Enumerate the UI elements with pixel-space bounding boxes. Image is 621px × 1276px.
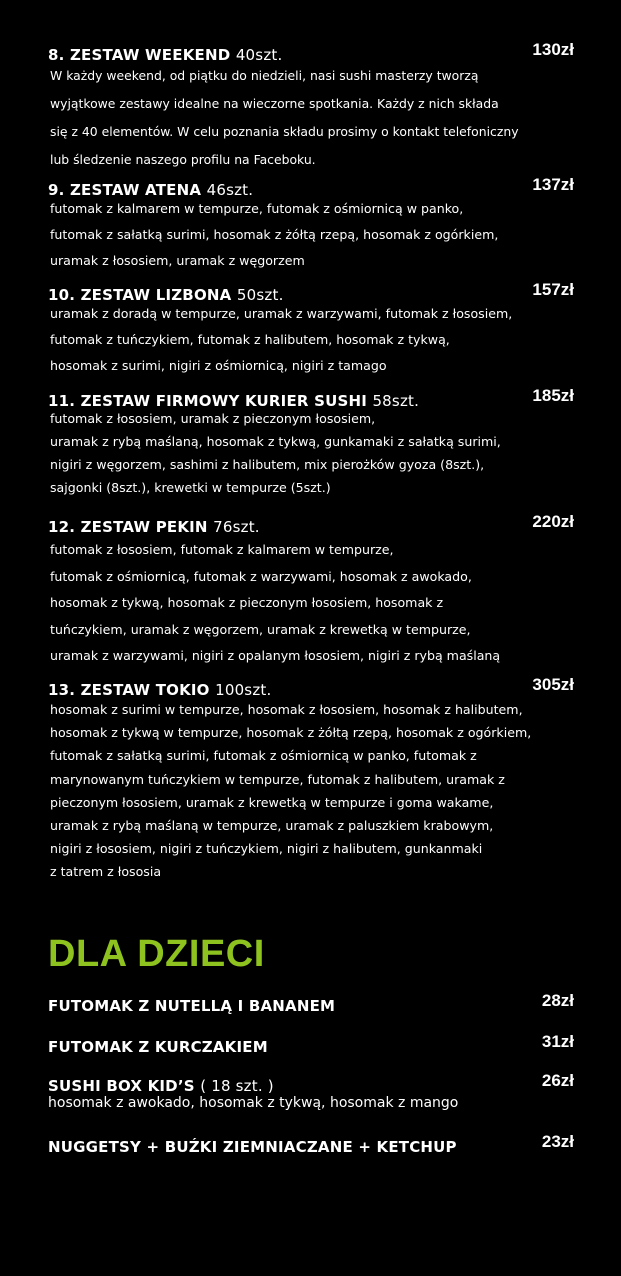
description-line: uramak z warzywami, nigiri z opalanym łososiem, nigiri z rybą maślaną (50, 648, 501, 663)
set-pieces: 76szt. (213, 518, 260, 536)
description-line: hosomak z surimi w tempurze, hosomak z łososiem, hosomak z halibutem, (50, 702, 523, 717)
kids-item-nuggets (48, 1132, 574, 1156)
set-title: 12. ZESTAW PEKIN 76szt. (48, 518, 260, 536)
description-line: uramak z doradą w tempurze, uramak z warzywami, futomak z łososiem, (50, 306, 513, 321)
set-price: 185zł (532, 386, 574, 405)
description-line: hosomak z surimi, nigiri z ośmiornicą, nigiri z tamago (50, 358, 387, 373)
item-price: 23zł (541, 1132, 574, 1151)
kids-item-chicken (48, 1032, 574, 1056)
item-price: 28zł (541, 991, 574, 1010)
menu-set-atena (48, 175, 574, 274)
description-line: nigiri z węgorzem, sashimi z halibutem, mix pierożków gyoza (8szt.), (50, 457, 485, 472)
set-title: 11. ZESTAW FIRMOWY KURIER SUSHI 58szt. (48, 392, 420, 410)
item-title: FUTOMAK Z NUTELLĄ I BANANEM (48, 997, 336, 1015)
kids-item-sushi-box (48, 1071, 574, 1111)
set-price: 220zł (532, 512, 574, 531)
description-line: futomak z sałatką surimi, futomak z ośmiornicą w panko, futomak z (50, 748, 477, 764)
item-title: NUGGETSY + BUŹKI ZIEMNIACZANE + KETCHUP (48, 1138, 457, 1156)
description-line: sajgonki (8szt.), krewetki w tempurze (5szt.) (50, 480, 331, 495)
set-title: 8. ZESTAW WEEKEND 40szt. (48, 46, 283, 64)
set-pieces: 40szt. (235, 46, 283, 64)
menu-set-tokio (48, 675, 574, 884)
description-line: futomak z ośmiornicą, futomak z warzywami, hosomak z awokado, (50, 568, 472, 584)
kids-item-nutella (48, 991, 574, 1015)
set-pieces: 58szt. (372, 392, 420, 410)
menu-set-lizbona (48, 280, 574, 379)
set-pieces: 100szt. (215, 681, 272, 699)
item-price: 26zł (541, 1071, 574, 1090)
description-line: uramak z łososiem, uramak z węgorzem (50, 253, 305, 268)
description-line: futomak z tuńczykiem, futomak z halibutem, hosomak z tykwą, (50, 332, 450, 347)
description-line: się z 40 elementów. W celu poznania składu prosimy o kontakt telefoniczny (50, 124, 519, 139)
item-pieces: ( 18 szt. ) (200, 1077, 274, 1095)
description-line: hosomak z tykwą, hosomak z pieczonym łososiem, hosomak z (50, 595, 444, 610)
set-title: 9. ZESTAW ATENA 46szt. (48, 181, 254, 199)
set-description (50, 62, 574, 174)
description-line: wyjątkowe zestawy idealne na wieczorne spotkania. Każdy z nich składa (50, 96, 499, 111)
description-line: lub śledzenie naszego profilu na Faceboku. (50, 152, 316, 167)
item-title: FUTOMAK Z KURCZAKIEM (48, 1038, 268, 1056)
set-price: 137zł (532, 175, 574, 194)
description-line: z tatrem z łososia (50, 864, 162, 880)
section-title-kids: DLA DZIECI (48, 933, 265, 975)
item-description: hosomak z awokado, hosomak z tykwą, hosomak z mango (48, 1095, 459, 1111)
set-description (50, 407, 574, 499)
description-line: marynowanym tuńczykiem w tempurze, futomak z halibutem, uramak z (50, 771, 505, 787)
menu-set-pekin (48, 512, 574, 670)
menu-set-firmowy (48, 386, 574, 499)
description-line: hosomak z tykwą w tempurze, hosomak z żółtą rzepą, hosomak z ogórkiem, (50, 725, 532, 741)
set-title: 10. ZESTAW LIZBONA 50szt. (48, 286, 284, 304)
description-line: futomak z łososiem, uramak z pieczonym łososiem, (50, 411, 376, 426)
item-title: SUSHI BOX KID’S ( 18 szt. ) (48, 1077, 274, 1095)
set-pieces: 50szt. (236, 286, 284, 304)
menu-set-weekend (48, 40, 574, 174)
description-line: uramak z rybą maślaną, hosomak z tykwą, gunkamaki z sałatką surimi, (50, 434, 501, 449)
set-price: 130zł (532, 40, 574, 59)
description-line: futomak z kalmarem w tempurze, futomak z ośmiornicą w panko, (50, 201, 464, 216)
set-title: 13. ZESTAW TOKIO 100szt. (48, 681, 272, 699)
description-line: pieczonym łososiem, uramak z krewetką w tempurze i goma wakame, (50, 794, 494, 810)
set-pieces: 46szt. (206, 181, 254, 199)
description-line: uramak z rybą maślaną w tempurze, uramak z paluszkiem krabowym, (50, 818, 494, 834)
description-line: tuńczykiem, uramak z węgorzem, uramak z krewetką w tempurze, (50, 621, 471, 637)
description-line: futomak z łososiem, futomak z kalmarem w tempurze, (50, 542, 394, 557)
description-line: W każdy weekend, od piątku do niedzieli, nasi sushi masterzy tworzą (50, 68, 479, 83)
set-price: 157zł (532, 280, 574, 299)
item-price: 31zł (541, 1032, 574, 1051)
set-price: 305zł (532, 675, 574, 694)
set-description (50, 196, 574, 274)
set-description (50, 537, 574, 670)
set-description (50, 698, 574, 884)
description-line: futomak z sałatką surimi, hosomak z żółtą rzepą, hosomak z ogórkiem, (50, 227, 499, 242)
set-description (50, 301, 574, 379)
description-line: nigiri z łososiem, nigiri z tuńczykiem, nigiri z halibutem, gunkanmaki (50, 841, 483, 857)
